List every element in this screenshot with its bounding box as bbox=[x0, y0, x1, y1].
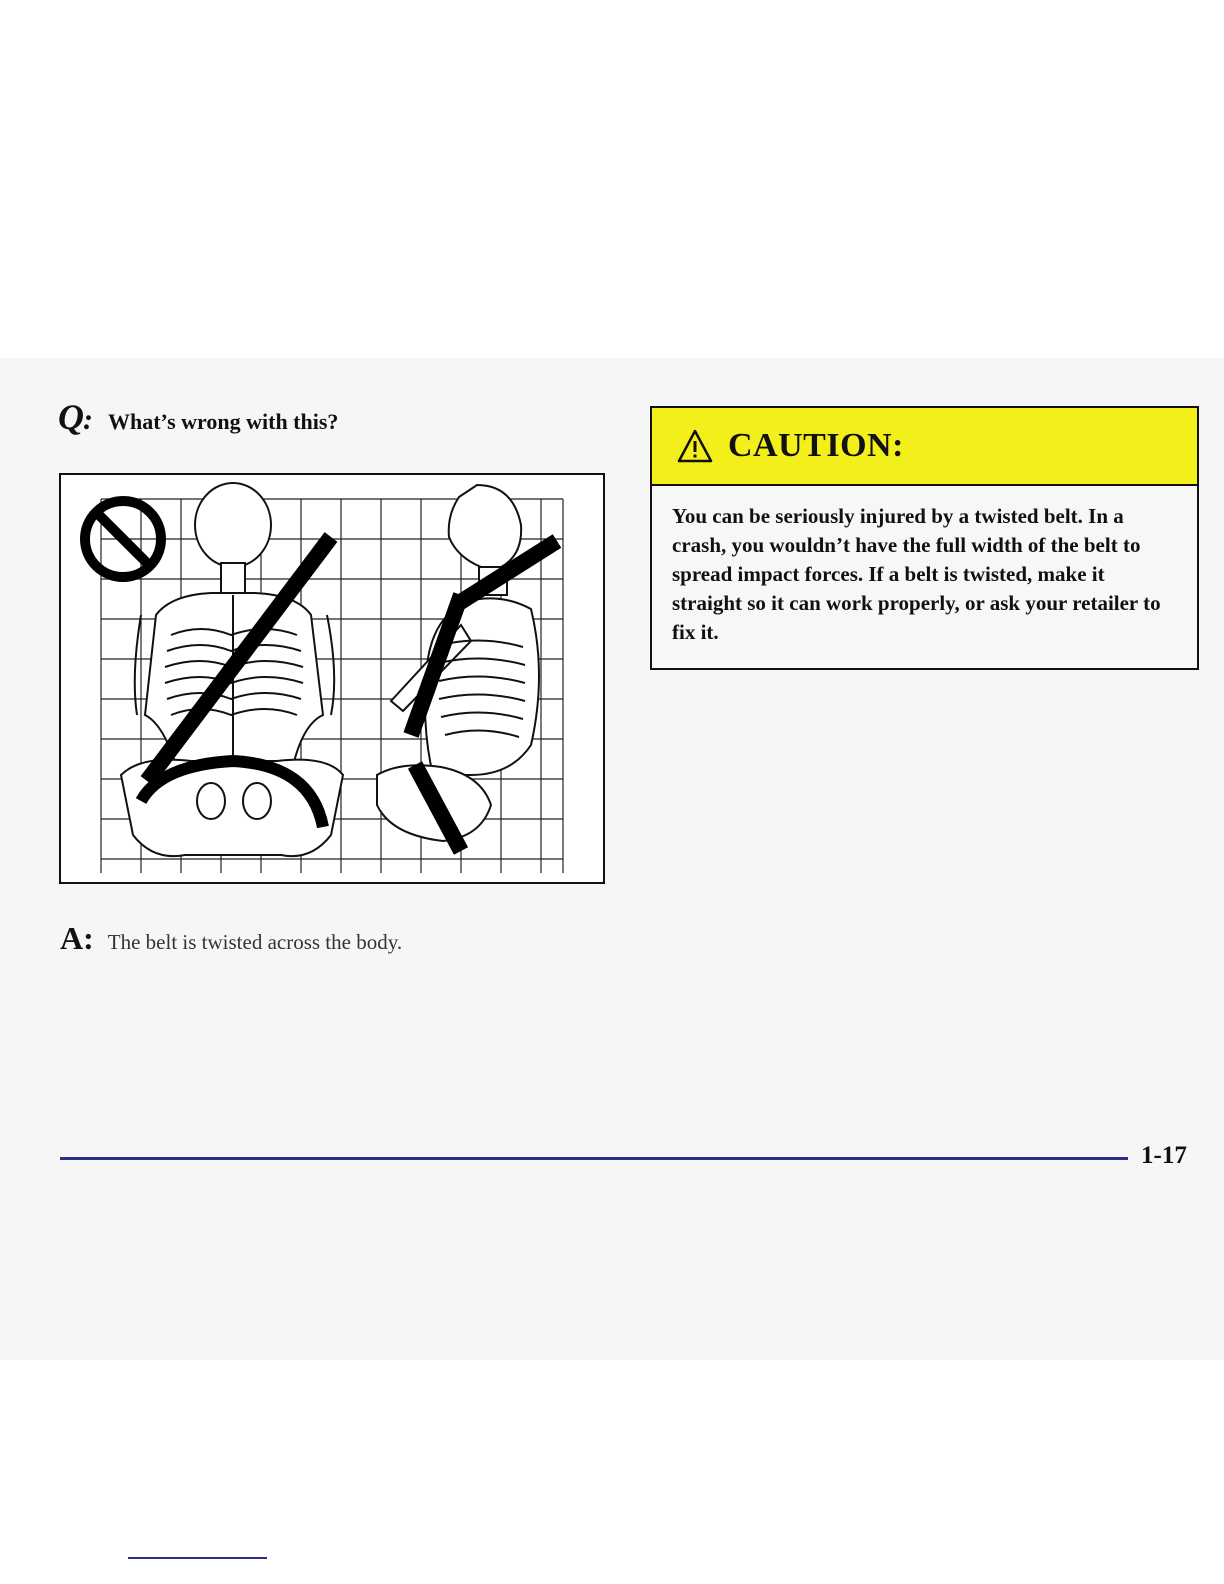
answer-marker: A: bbox=[60, 920, 94, 956]
question-marker: Q: bbox=[58, 397, 92, 437]
warning-triangle-icon bbox=[676, 428, 714, 464]
caution-box bbox=[650, 406, 1199, 670]
answer-text: The belt is twisted across the body. bbox=[107, 930, 403, 954]
twisted-belt-illustration bbox=[59, 473, 605, 884]
footer-rule bbox=[60, 1157, 1128, 1160]
answer-line bbox=[60, 920, 402, 957]
caution-title: CAUTION: bbox=[728, 427, 904, 464]
caution-header bbox=[652, 408, 1197, 486]
caution-body: You can be seriously injured by a twisted belt. In a crash, you wouldn’t have the full width of the belt to spread impact forces. If a belt is twisted, make it straight so it can work properly, or ask your retailer to fix it. bbox=[672, 504, 1161, 644]
page-number: 1-17 bbox=[1141, 1142, 1187, 1169]
question-line bbox=[58, 396, 338, 438]
next-page-rule bbox=[128, 1557, 267, 1559]
question-text: What’s wrong with this? bbox=[108, 409, 339, 434]
